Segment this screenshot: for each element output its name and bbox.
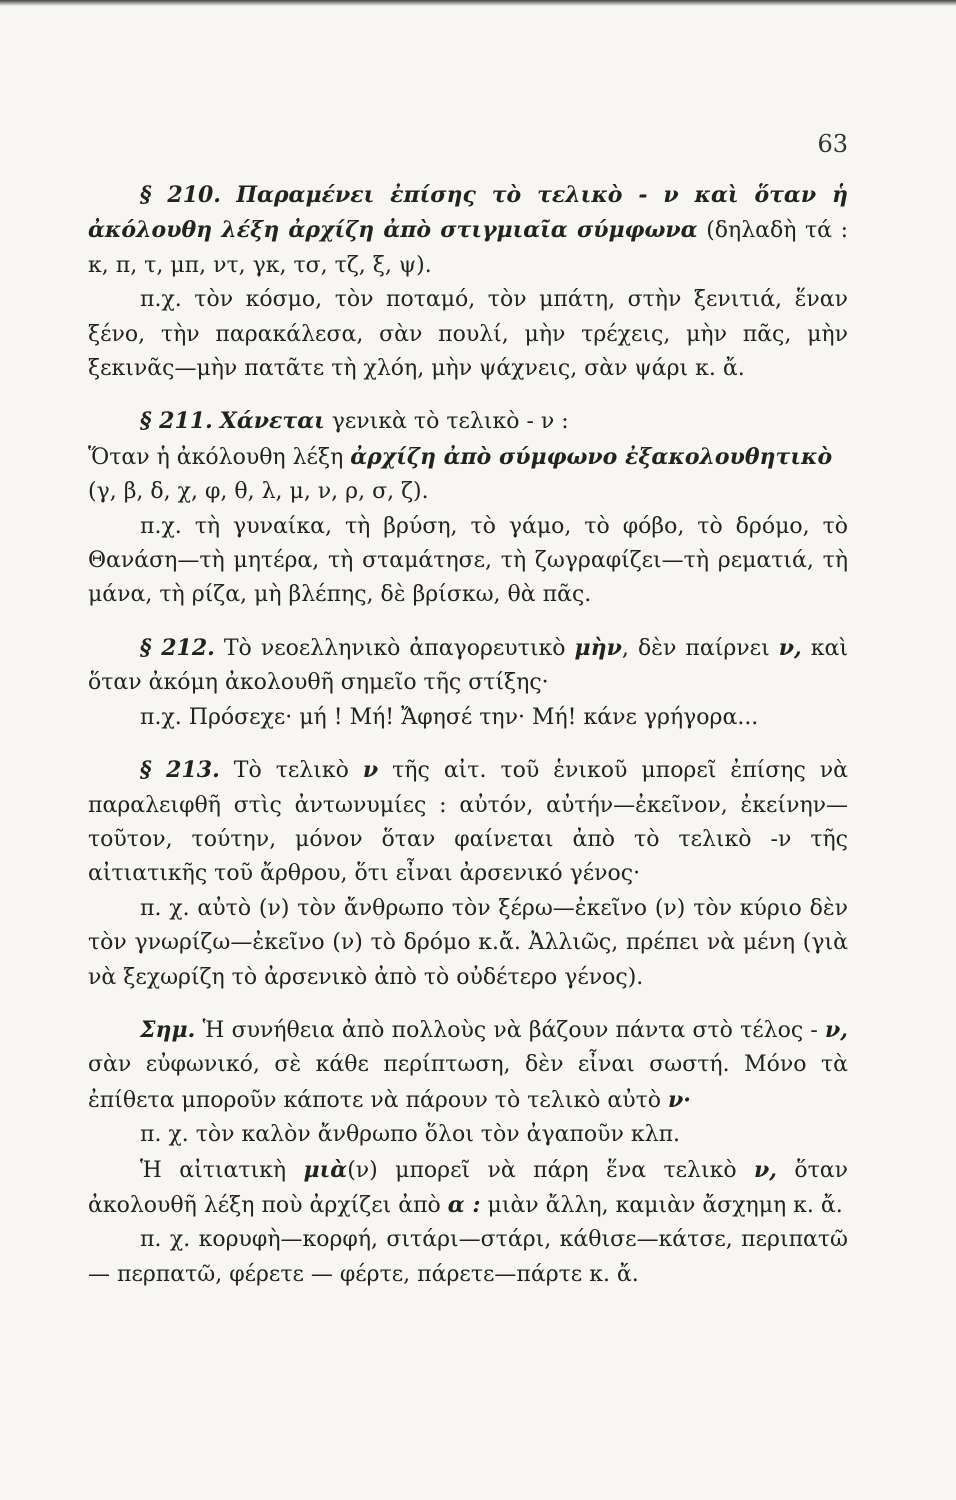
- note-example: π. χ. τὸν καλὸν ἄνθρωπο ὅλοι τὸν ἀγαποῦν κλπ.: [140, 1122, 681, 1148]
- section-211-rule-start: Ὅταν ἡ ἀκόλουθη λέξη: [88, 444, 344, 470]
- note-nu: ν,: [825, 1016, 848, 1043]
- page-number: 63: [817, 130, 848, 158]
- accusative-text-b: (ν) μπορεῖ νὰ πάρη ἕνα τελικὸ: [347, 1157, 737, 1183]
- section-211: [88, 404, 848, 439]
- section-212-text-c: καὶ ὅταν ἀκόμη ἀκολουθῆ σημεῖο τῆς στίξης·: [88, 635, 848, 696]
- section-212-number: § 212.: [140, 634, 215, 661]
- accusative-text-a: Ἡ αἰτιατικὴ: [140, 1157, 287, 1183]
- section-212: [88, 631, 848, 701]
- section-213: [88, 753, 848, 892]
- section-213-number: § 213.: [140, 757, 220, 784]
- accusative-alpha: α :: [447, 1191, 481, 1218]
- section-211-rule-emph: ἀρχίζη ἀπὸ σύμφωνο ἐξακολουθητικὸ: [350, 443, 833, 470]
- section-212-mhn: μὴν: [574, 634, 622, 661]
- section-212-text-b: , δὲν παίρνει: [621, 635, 770, 661]
- section-213-text-a: Τὸ τελικὸ: [233, 758, 349, 784]
- section-211-example: π.χ. τὴ γυναίκα, τὴ βρύση, τὸ γάμο, τὸ φόβο, τὸ δρόμο, τὸ Θανάση—τὴ μητέρα, τὴ σταμάτησε, τὴ ζωγραφίζει—τὴ ρεματιά, τὴ μάνα, τὴ ρίζα, μὴ βλέπης, δὲ βρίσκω, θὰ πᾶς.: [88, 513, 848, 608]
- section-211-rest: γενικὰ τὸ τελικὸ - ν :: [331, 409, 569, 435]
- section-211-rule: [88, 440, 848, 475]
- note-text-a: Ἡ συνήθεια ἀπὸ πολλοὺς νὰ βάζουν πάντα στὸ τέλος -: [202, 1017, 818, 1043]
- accusative-text-c: ὅταν ἀκολουθῆ λέξη ποὺ ἀρχίζει ἀπὸ: [88, 1157, 849, 1218]
- section-210-number: § 210.: [140, 182, 221, 208]
- section-212-nu: ν,: [778, 634, 802, 661]
- accusative-text-d: μιὰν ἄλλη, καμιὰν ἄσχημη κ. ἄ.: [487, 1192, 843, 1218]
- section-210: [88, 178, 848, 283]
- section-210-rest: (δηλαδὴ τά : κ, π, τ, μπ, ντ, γκ, τσ, τζ, ξ, ψ).: [88, 218, 848, 278]
- accusative-mia: μιὰ: [303, 1156, 348, 1183]
- section-210-title: Παραμένει ἐπίσης τὸ τελικὸ - ν καὶ ὅταν ἡ ἀκόλουθη λέξη ἀρχίζη ἀπὸ στιγμιαῖα σύμφωνα: [88, 182, 848, 244]
- section-211-letters: (γ, β, δ, χ, φ, θ, λ, μ, ν, ρ, σ, ζ).: [88, 479, 429, 505]
- accusative-nu: ν,: [754, 1156, 777, 1183]
- section-212-text-a: Τὸ νεοελληνικὸ ἀπαγορευτικὸ: [223, 635, 566, 661]
- section-212-example: π.χ. Πρόσεχε· μή ! Μή! Ἄφησέ την· Μή! κάνε γρήγορα...: [140, 704, 759, 730]
- page-top-edge: [0, 0, 956, 6]
- page-body: [88, 178, 848, 1292]
- accusative-paragraph: [88, 1153, 848, 1224]
- section-213-example: π. χ. αὐτὸ (ν) τὸν ἄνθρωπο τὸν ξέρω—ἐκεῖνο (ν) τὸν κύριο δὲν τὸν γνωρίζω—ἐκεῖνο (ν) τὸ δρόμο κ.ἄ. Ἀλλιῶς, πρέπει νὰ μένη (γιὰ νὰ ξεχωρίζη τὸ ἀρσενικὸ ἀπὸ τὸ οὐδέτερο γένος).: [88, 895, 848, 990]
- note: [88, 1013, 848, 1118]
- note-nu-2: ν·: [668, 1086, 691, 1113]
- section-210-example: π.χ. τὸν κόσμο, τὸν ποταμό, τὸν μπάτη, στὴν ξενιτιά, ἕναν ξένο, τὴν παρακάλεσα, σὰν πουλί, μὴν τρέχεις, μὴν πᾶς, μὴν ξεκινᾶς—μὴν πατᾶτε τὴ χλόη, μὴν ψάχνεις, σὰν ψάρι κ. ἄ.: [88, 287, 848, 382]
- section-213-nu: ν: [362, 757, 379, 784]
- note-text-b: σὰν εὐφωνικό, σὲ κάθε περίπτωση, δὲν εἶναι σωστή. Μόνο τὰ ἐπίθετα μποροῦν κάποτε νὰ πάρουν τὸ τελικὸ αὐτὸ: [88, 1052, 848, 1113]
- section-213-text-b: τῆς αἰτ. τοῦ ἑνικοῦ μπορεῖ ἐπίσης νὰ παραλειφθῆ στὶς ἀντωνυμίες : αὐτόν, αὐτήν—ἐκεῖνον, ἐκείνην— τοῦτον, τούτην, μόνον ὅταν φαίνεται ἀπὸ τὸ τελικὸ -ν τῆς αἰτιατικῆς τοῦ ἄρθρου, ὅτι εἶναι ἀρσενικό γένος·: [88, 758, 849, 887]
- section-211-title: Χάνεται: [219, 408, 325, 435]
- accusative-example: π. χ. κορυφὴ—κορφή, σιτάρι—στάρι, κάθισε—κάτσε, περιπατῶ — περπατῶ, φέρετε — φέρτε, πάρετε—πάρτε κ. ἄ.: [88, 1227, 848, 1287]
- section-211-number: § 211.: [140, 408, 213, 435]
- note-label: Σημ.: [140, 1016, 196, 1043]
